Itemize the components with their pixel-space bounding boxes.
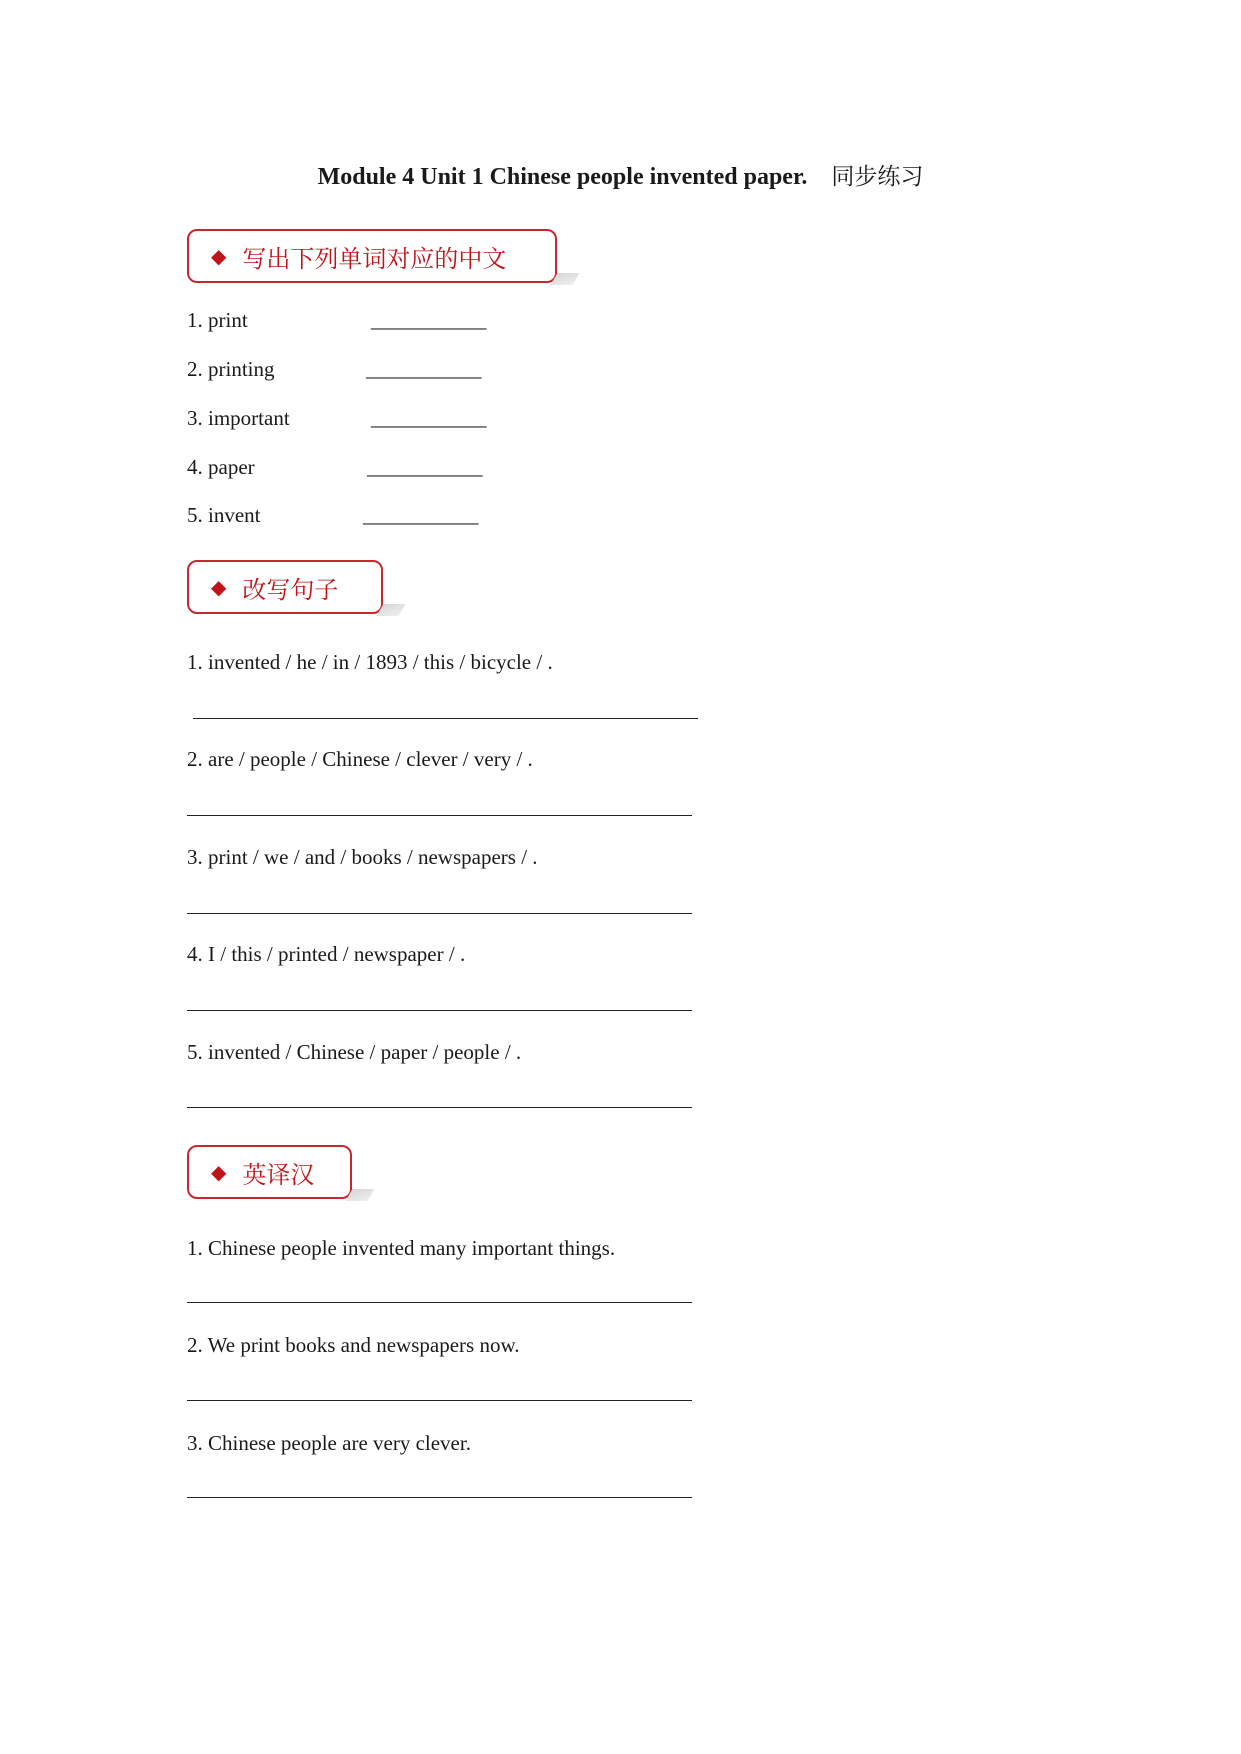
badge-shadow bbox=[551, 273, 580, 285]
word-blank-2[interactable]: ___________ bbox=[366, 357, 482, 381]
section3-header bbox=[187, 1145, 352, 1199]
translate-answer-line-1[interactable] bbox=[187, 1302, 692, 1303]
word-item-5: 5. invent bbox=[187, 503, 261, 527]
section3-badge-label: 英译汉 bbox=[242, 1160, 315, 1189]
section2-badge bbox=[187, 560, 383, 614]
diamond-icon: ◆ bbox=[211, 244, 227, 268]
word-blank-4[interactable]: ___________ bbox=[367, 455, 483, 479]
section2-header bbox=[187, 560, 383, 614]
word-item-4: 4. paper bbox=[187, 455, 255, 479]
diamond-icon: ◆ bbox=[211, 1160, 227, 1184]
title-english: Module 4 Unit 1 Chinese people invented paper. bbox=[317, 164, 808, 190]
section2-badge-label: 改写句子 bbox=[242, 575, 339, 604]
rewrite-item-1: 1. invented / he / in / 1893 / this / bicycle / . bbox=[187, 650, 553, 674]
translate-answer-line-3[interactable] bbox=[187, 1497, 692, 1498]
rewrite-item-4: 4. I / this / printed / newspaper / . bbox=[187, 942, 466, 966]
word-item-2: 2. printing bbox=[187, 357, 275, 381]
section1-header bbox=[187, 229, 557, 283]
rewrite-answer-line-2[interactable] bbox=[187, 815, 692, 816]
word-item-1: 1. print bbox=[187, 308, 248, 332]
rewrite-item-5: 5. invented / Chinese / paper / people / . bbox=[187, 1040, 522, 1064]
rewrite-answer-line-4[interactable] bbox=[187, 1010, 692, 1011]
rewrite-answer-line-1[interactable] bbox=[193, 718, 698, 719]
translate-answer-line-2[interactable] bbox=[187, 1400, 692, 1401]
diamond-icon: ◆ bbox=[211, 575, 227, 599]
word-item-3: 3. important bbox=[187, 406, 290, 430]
badge-shadow bbox=[346, 1189, 375, 1201]
title-chinese: 同步练习 bbox=[831, 164, 924, 190]
rewrite-answer-line-3[interactable] bbox=[187, 913, 692, 914]
section1-badge bbox=[187, 229, 557, 283]
badge-shadow bbox=[377, 604, 406, 616]
translate-item-1: 1. Chinese people invented many important things. bbox=[187, 1236, 616, 1260]
rewrite-answer-line-5[interactable] bbox=[187, 1107, 692, 1108]
translate-item-3: 3. Chinese people are very clever. bbox=[187, 1431, 471, 1455]
word-blank-1[interactable]: ___________ bbox=[371, 308, 487, 332]
page-title bbox=[0, 158, 1241, 191]
translate-item-2: 2. We print books and newspapers now. bbox=[187, 1333, 520, 1357]
rewrite-item-3: 3. print / we / and / books / newspapers / . bbox=[187, 845, 538, 869]
word-blank-5[interactable]: ___________ bbox=[363, 503, 479, 527]
word-blank-3[interactable]: ___________ bbox=[371, 406, 487, 430]
rewrite-item-2: 2. are / people / Chinese / clever / very / . bbox=[187, 747, 533, 771]
section3-badge bbox=[187, 1145, 352, 1199]
section1-badge-label: 写出下列单词对应的中文 bbox=[242, 244, 507, 273]
